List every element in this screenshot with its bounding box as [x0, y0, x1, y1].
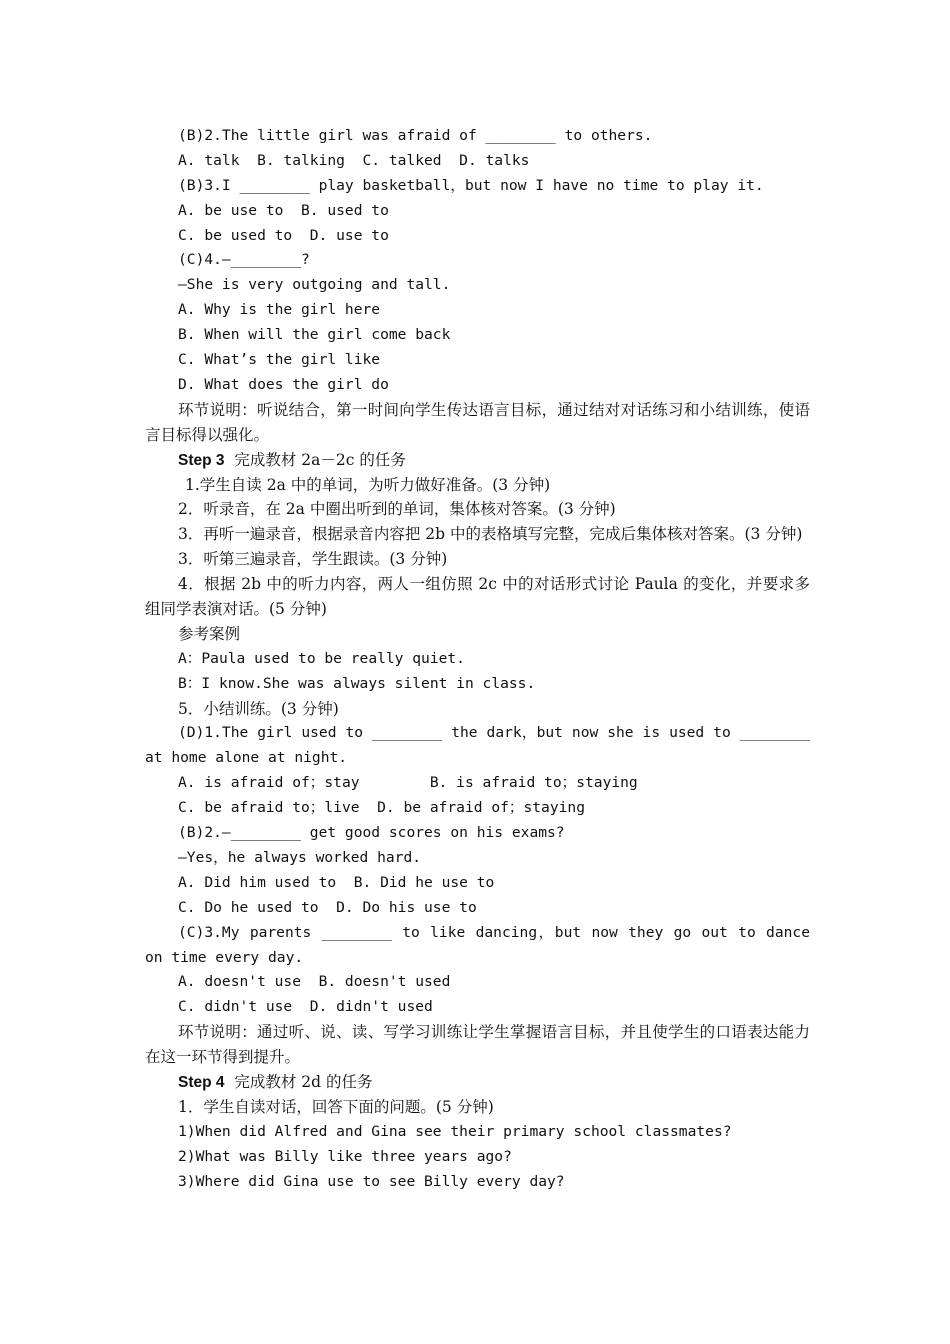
- question-paragraph: (D)1.The girl used to ________ the dark，but now she is used to ________ at home alone at night.: [145, 724, 810, 767]
- step-title: 完成教材 2a－2c 的任务: [224, 450, 406, 469]
- answer-line: —She is very outgoing and tall.: [178, 276, 451, 294]
- step-item-paragraph: 3．再听一遍录音，根据录音内容把 2b 中的表格填写完整，完成后集体核对答案。(3 分钟): [178, 525, 803, 544]
- options-line: C. didn't use D. didn't used: [178, 998, 433, 1016]
- step-item: 1．学生自读对话，回答下面的问题。(5 分钟): [178, 1097, 494, 1116]
- question-line: 3)Where did Gina use to see Billy every day?: [178, 1172, 565, 1190]
- section-note-paragraph: 环节说明：听说结合，第一时间向学生传达语言目标，通过结对对话练习和小结训练，使语言目标得以强化。: [145, 400, 810, 444]
- reference-heading: 参考案例: [178, 624, 241, 643]
- options-line: A. is afraid of；stay B. is afraid to；staying: [178, 774, 638, 792]
- options-line: A. talk B. talking C. talked D. talks: [178, 151, 530, 169]
- step-label: Step 3: [178, 451, 225, 469]
- options-line: C. What’s the girl like: [178, 351, 381, 369]
- step-title: 完成教材 2d 的任务: [224, 1073, 373, 1092]
- document-body: [145, 124, 810, 1194]
- step-label: Step 4: [178, 1074, 225, 1092]
- step-heading: [145, 1070, 810, 1095]
- question-line: (B)2.The little girl was afraid of ________ to others.: [178, 127, 653, 144]
- step-item: 2．听录音，在 2a 中圈出听到的单词，集体核对答案。(3 分钟): [178, 500, 616, 519]
- options-line: A. be use to B. used to: [178, 201, 389, 219]
- question-line: (C)4.—________?: [178, 251, 310, 269]
- section-note-paragraph: 环节说明：通过听、说、读、写学习训练让学生掌握语言目标，并且使学生的口语表达能力在这一环节得到提升。: [145, 1023, 810, 1067]
- question-line: 2)What was Billy like three years ago?: [178, 1147, 512, 1165]
- step-item: 3．听第三遍录音，学生跟读。(3 分钟): [178, 550, 448, 569]
- options-line: A. Did him used to B. Did he use to: [178, 873, 495, 891]
- question-paragraph: (C)3.My parents ________ to like dancing，but now they go out to dance on time every day.: [145, 923, 810, 966]
- step-item: 5．小结训练。(3 分钟): [178, 699, 339, 718]
- step-item: 1.学生自读 2a 中的单词，为听力做好准备。(3 分钟): [185, 475, 551, 494]
- step-item-paragraph: 4．根据 2b 中的听力内容，两人一组仿照 2c 中的对话形式讨论 Paula 的变化，并要求多组同学表演对话。(5 分钟): [145, 575, 810, 618]
- options-line: A. Why is the girl here: [178, 301, 381, 319]
- example-line: A：Paula used to be really quiet.: [178, 649, 465, 667]
- question-line: (B)2.—________ get good scores on his exams?: [178, 824, 565, 842]
- options-line: C. be afraid to；live D. be afraid of；staying: [178, 799, 585, 817]
- options-line: C. be used to D. use to: [178, 226, 389, 244]
- options-line: B. When will the girl come back: [178, 326, 451, 344]
- step-heading: [145, 448, 810, 473]
- options-line: A. doesn't use B. doesn't used: [178, 973, 451, 991]
- options-line: D. What does the girl do: [178, 375, 389, 393]
- example-line: B：I know.She was always silent in class.: [178, 674, 536, 692]
- question-line: (B)3.I ________ play basketball，but now I have no time to play it.: [178, 176, 764, 194]
- options-line: C. Do he used to D. Do his use to: [178, 898, 477, 916]
- question-line: 1)When did Alfred and Gina see their primary school classmates?: [178, 1122, 732, 1140]
- answer-line: —Yes，he always worked hard.: [178, 848, 422, 866]
